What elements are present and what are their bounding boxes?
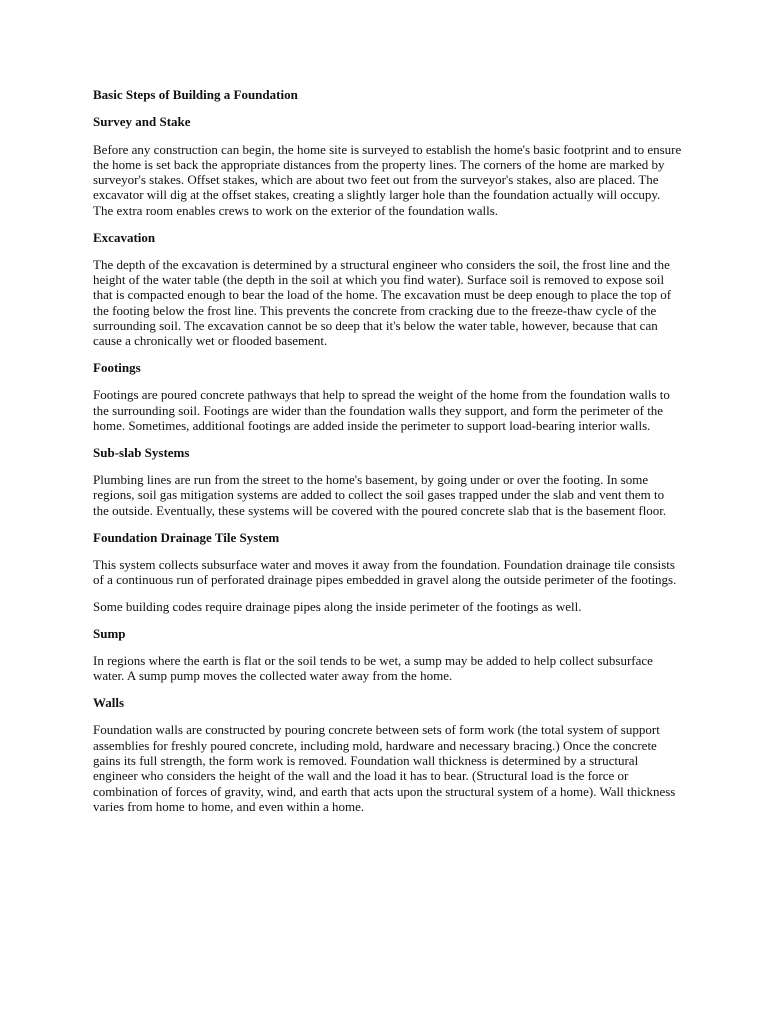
document-page [93, 87, 683, 826]
section-walls [93, 695, 683, 814]
section-paragraph: The depth of the excavation is determined by a structural engineer who considers the soil, the frost line and the height of the water table (the depth in the soil at which you find water). Surface soil is removed to expose soil that is compacted enough to bear the load of the home. The excavation must be deep enough to place the top of the footing below the frost line. This prevents the concrete from cracking due to the freeze-thaw cycle of the surrounding soil. The excavation cannot be so deep that it's below the water table, however, because that can cause a chronically wet or flooded basement. [93, 256, 672, 349]
section-paragraph: In regions where the earth is flat or the soil tends to be wet, a sump may be added to help collect subsurface water. A sump pump moves the collected water away from the home. [93, 653, 653, 684]
section-heading: Sump [93, 625, 126, 641]
section-sub-slab-systems [93, 445, 683, 518]
section-foundation-drainage-tile-system [93, 530, 683, 615]
section-footings [93, 360, 683, 433]
section-heading: Sub-slab Systems [93, 444, 190, 460]
section-heading: Excavation [93, 229, 156, 245]
section-paragraph: Some building codes require drainage pipes along the inside perimeter of the footings as well. [93, 598, 582, 614]
document-title: Basic Steps of Building a Foundation [93, 87, 298, 102]
section-heading: Survey and Stake [93, 114, 191, 130]
section-paragraph: This system collects subsurface water and moves it away from the foundation. Foundation drainage tile consists of a continuous run of perforated drainage pipes embedded in gravel along the outside perimeter of the footings. [93, 556, 677, 588]
section-paragraph: Before any construction can begin, the home site is surveyed to establish the home's basic footprint and to ensure the home is set back the appropriate distances from the property lines. The corners of the home are marked by surveyor's stakes. Offset stakes, which are about two feet out from the surveyor's stakes, also are placed. The excavator will dig at the offset stakes, creating a slightly larger hole than the foundation actually will occupy. The extra room enables crews to work on the exterior of the foundation walls. [93, 141, 682, 218]
section-heading: Walls [93, 695, 125, 711]
section-paragraph: Foundation walls are constructed by pouring concrete between sets of form work (the total system of support assemblies for freshly poured concrete, including mold, hardware and necessary bracing.) Once the concrete gains its full strength, the form work is removed. Foundation wall thickness is determined by a structural engineer who considers the height of the wall and the load it has to bear. (Structural load is the force or combination of forces of gravity, wind, and earth that acts upon the structural system of a home). Wall thickness varies from home to home, and even within a home. [93, 722, 676, 814]
section-heading: Footings [93, 360, 141, 376]
section-heading: Foundation Drainage Tile System [93, 529, 280, 545]
section-paragraph: Plumbing lines are run from the street to the home's basement, by going under or over the footing. In some regions, soil gas mitigation systems are added to collect the soil gases trapped under the slab and vent them to the outside. Eventually, these systems will be covered with the poured concrete slab that is the basement floor. [93, 472, 667, 518]
section-survey-and-stake [93, 114, 683, 218]
section-paragraph: Footings are poured concrete pathways that help to spread the weight of the home from the foundation walls to the surrounding soil. Footings are wider than the foundation walls they support, and form the perimeter of the home. Sometimes, additional footings are added inside the perimeter to support load-bearing interior walls. [93, 387, 670, 434]
section-excavation [93, 230, 683, 349]
section-sump [93, 626, 683, 684]
